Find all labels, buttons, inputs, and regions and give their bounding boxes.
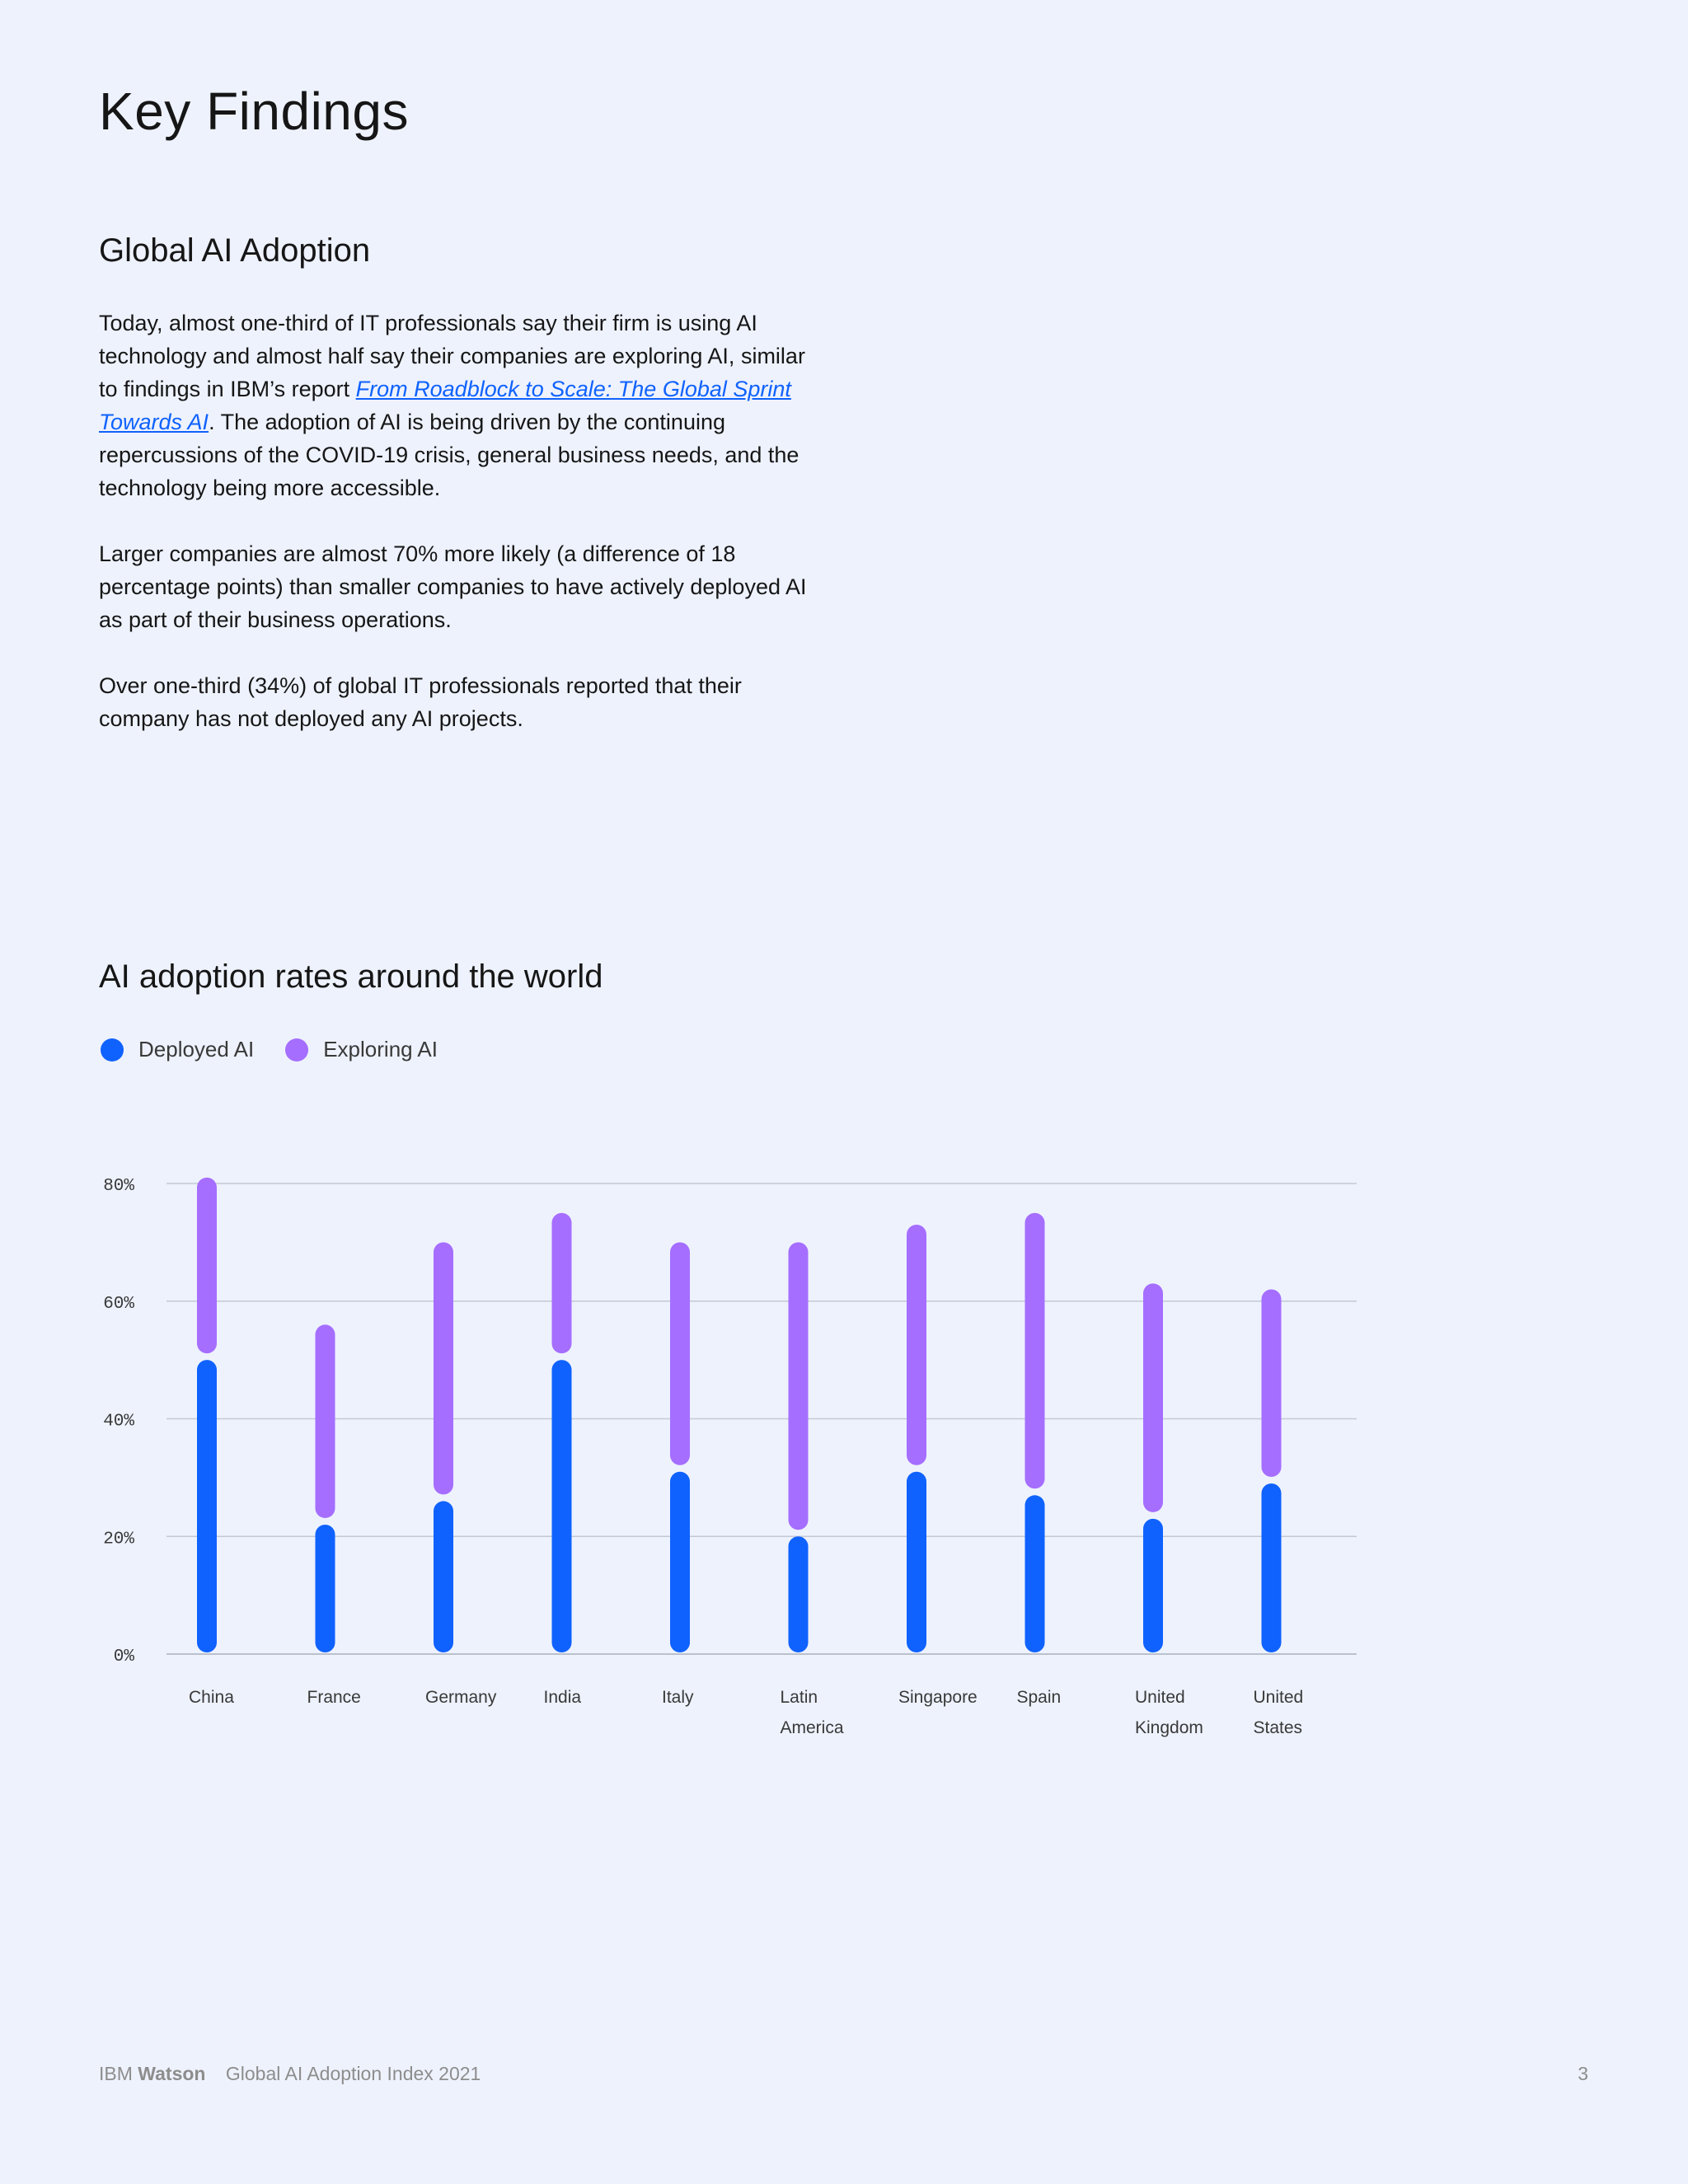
chart-title: AI adoption rates around the world bbox=[99, 958, 603, 995]
x-tick-label bbox=[189, 1688, 234, 1707]
x-tick-label-line: America bbox=[780, 1718, 844, 1737]
bar-deployed bbox=[670, 1472, 690, 1652]
bar-deployed bbox=[1025, 1495, 1045, 1652]
bar-deployed bbox=[1143, 1519, 1163, 1652]
bar-exploring bbox=[789, 1242, 809, 1530]
y-tick-label: 40% bbox=[103, 1412, 134, 1432]
bar-exploring bbox=[1262, 1289, 1282, 1477]
y-tick-label: 80% bbox=[103, 1177, 134, 1196]
bar-exploring bbox=[316, 1324, 335, 1518]
bar-deployed bbox=[434, 1501, 453, 1652]
x-tick-label-line: China bbox=[189, 1688, 234, 1707]
x-tick-label bbox=[898, 1688, 978, 1707]
x-tick-label-line: Kingdom bbox=[1135, 1718, 1203, 1737]
bar-exploring bbox=[1143, 1283, 1163, 1512]
legend-item-exploring bbox=[285, 1037, 438, 1062]
page-number: 3 bbox=[1578, 2063, 1588, 2084]
bar-exploring bbox=[197, 1178, 217, 1353]
x-tick-label bbox=[425, 1688, 497, 1707]
x-tick-label bbox=[1135, 1688, 1203, 1737]
footer-brand-prefix: IBM bbox=[99, 2063, 133, 2084]
paragraph-1-start: Today, almost one-third of IT professionals say their firm is using AI technology and almost half say their companies are exploring AI, similar to findings in IBM’s report bbox=[99, 311, 805, 401]
legend-dot-exploring bbox=[285, 1038, 308, 1062]
bar-deployed bbox=[316, 1525, 335, 1652]
x-tick-label bbox=[307, 1688, 361, 1707]
x-tick-label-line: France bbox=[307, 1688, 361, 1707]
x-tick-label-line: States bbox=[1253, 1718, 1303, 1737]
legend-label-exploring: Exploring AI bbox=[323, 1037, 438, 1062]
x-tick-label-line: Spain bbox=[1016, 1688, 1062, 1707]
legend-item-deployed bbox=[101, 1037, 254, 1062]
section-title: Global AI Adoption bbox=[99, 232, 371, 269]
paragraph-3: Over one-third (34%) of global IT professionals reported that their company has not deployed any AI projects. bbox=[99, 673, 742, 731]
x-tick-label-line: Singapore bbox=[898, 1688, 978, 1707]
chart-legend bbox=[101, 1037, 469, 1062]
y-tick-label: 0% bbox=[113, 1647, 134, 1666]
x-tick-label-line: Germany bbox=[425, 1688, 497, 1707]
x-tick-label-line: Latin bbox=[780, 1688, 818, 1707]
legend-dot-deployed bbox=[101, 1038, 124, 1062]
x-tick-label-line: United bbox=[1135, 1688, 1185, 1707]
bar-deployed bbox=[789, 1536, 809, 1652]
adoption-chart bbox=[0, 1137, 1688, 1764]
paragraph-1 bbox=[99, 307, 828, 504]
footer-brand bbox=[99, 2063, 481, 2085]
bar-exploring bbox=[552, 1213, 572, 1353]
paragraph-1-end: . The adoption of AI is being driven by the continuing repercussions of the COVID-19 crisis, general business needs, and the technology being more accessible. bbox=[99, 410, 799, 500]
x-tick-label-line: Italy bbox=[662, 1688, 694, 1707]
bar-deployed bbox=[907, 1472, 926, 1652]
legend-label-deployed: Deployed AI bbox=[138, 1037, 255, 1062]
x-tick-label bbox=[781, 1688, 844, 1737]
bar-exploring bbox=[670, 1242, 690, 1465]
x-tick-label bbox=[1017, 1688, 1062, 1707]
body-text bbox=[99, 307, 828, 768]
bar-exploring bbox=[907, 1225, 926, 1465]
bar-exploring bbox=[1025, 1213, 1045, 1489]
bar-deployed bbox=[197, 1360, 217, 1652]
paragraph-2: Larger companies are almost 70% more likely (a difference of 18 percentage points) than smaller companies to have actively deployed AI as part of their business operations. bbox=[99, 541, 807, 632]
x-tick-label bbox=[1254, 1688, 1304, 1737]
y-tick-label: 20% bbox=[103, 1530, 134, 1549]
x-tick-label bbox=[544, 1688, 582, 1707]
page-title: Key Findings bbox=[99, 82, 409, 141]
x-tick-label bbox=[662, 1688, 694, 1707]
footer-brand-bold: Watson bbox=[138, 2063, 206, 2084]
x-tick-label-line: United bbox=[1253, 1688, 1304, 1707]
footer-doc-title: Global AI Adoption Index 2021 bbox=[225, 2063, 481, 2084]
report-link[interactable]: From Roadblock to Scale: The Global Sprint Towards AI bbox=[99, 377, 791, 434]
bar-deployed bbox=[1262, 1483, 1282, 1652]
y-tick-label: 60% bbox=[103, 1294, 134, 1314]
bar-exploring bbox=[434, 1242, 453, 1494]
bar-deployed bbox=[552, 1360, 572, 1652]
x-tick-label-line: India bbox=[543, 1688, 582, 1707]
